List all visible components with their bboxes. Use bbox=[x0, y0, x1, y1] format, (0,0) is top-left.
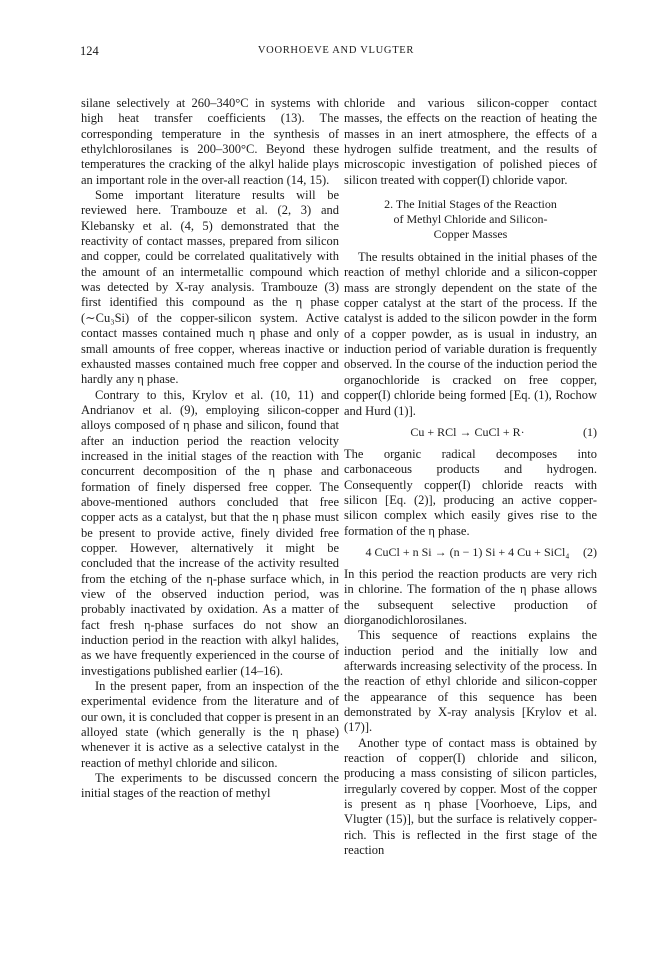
paragraph: This sequence of reactions explains the induction period and the initially low and afterwards increasing selectivity of the process. In the reaction of ethyl chloride and silicon-copper the appearance of this sequence has been demonstrated by X-ray analysis [Krylov et al. (17)]. bbox=[344, 628, 597, 735]
section-heading bbox=[344, 197, 597, 242]
page-header bbox=[80, 44, 592, 62]
equation-expression: Cu + RCl → CuCl + R· bbox=[410, 424, 525, 439]
equation-2 bbox=[344, 545, 597, 560]
equation-expression: 4 CuCl + n Si → (n − 1) Si + 4 Cu + SiCl₄ bbox=[365, 544, 570, 559]
page-number: 124 bbox=[80, 44, 99, 58]
paragraph: silane selectively at 260–340°C in systems with high heat transfer coefficients (13). The corresponding temperature in the synthesis of ethylchlorosilanes is 200–300°C. Beyond these temperatures the cracking of the alkyl halide plays an important role in the over-all reaction (14, 15). bbox=[81, 96, 339, 187]
paragraph: chloride and various silicon-copper contact masses, the effects on the reaction of heating the masses in an inert atmosphere, the effects of a hydrogen sulfide treatment, and the results of microscopic investigation of polished pieces of silicon treated with copper(I) chloride vapor. bbox=[344, 96, 597, 187]
paragraph: Some important literature results will be reviewed here. Trambouze et al. (2, 3) and Klebansky et al. (4, 5) demonstrated that the reactivity of contact masses, prepared from silicon and copper, could be correlated qualitatively with the amount of an intermetallic compound which was detected by X-ray analysis. Trambouze (3) first identified this compound as the η phase (∼Cu₃Si) of the copper-silicon system. Active contact masses contained much η phase and only small amounts of free copper, whereas inactive or exhausted masses contained much free copper and hardly any η phase. bbox=[81, 188, 339, 387]
running-head: VOORHOEVE AND VLUGTER bbox=[257, 45, 415, 56]
equation-number: (1) bbox=[583, 424, 597, 439]
equation-number: (2) bbox=[583, 544, 597, 559]
paragraph: Contrary to this, Krylov et al. (10, 11) and Andrianov et al. (9), employing silicon-copper alloys composed of η phase and silicon, found that after an induction period the reaction velocity increased in the initial stages of the reaction with concurrent decomposition of the η phase and formation of finely dispersed free copper. The above-mentioned authors concluded that free copper acts as a catalyst, but that the η phase must be present to provide active, finely divided free copper. However, alternatively it might be concluded that the increase of the activity resulted from the etching of the η-phase surface which, in view of the observed induction period, was probably inactivated by oxidation. As a matter of fact fresh η-phase surfaces do not show an induction period in the reaction with alkyl halides, as we have frequently experienced in the course of investigations published earlier (14–16). bbox=[81, 387, 339, 678]
section-heading-line: Copper Masses bbox=[433, 227, 508, 242]
equation-1 bbox=[344, 425, 597, 440]
left-column bbox=[81, 96, 339, 802]
paragraph: In this period the reaction products are very rich in chlorine. The formation of the η phase allows the subsequent selective production of diorganodichlorosilanes. bbox=[344, 566, 597, 627]
paragraph: Another type of contact mass is obtained by reaction of copper(I) chloride and silicon, producing a mass consisting of silicon particles, irregularly covered by copper. Most of the copper is present as η phase [Voorhoeve, Lips, and Vlugter (15)], but the surface is relatively copper-rich. This is reflected in the first stage of the reaction bbox=[344, 735, 597, 858]
paragraph: The experiments to be discussed concern the initial stages of the reaction of methyl bbox=[81, 771, 339, 801]
right-column bbox=[344, 96, 597, 858]
paragraph: The results obtained in the initial phases of the reaction of methyl chloride and a silicon-copper mass are strongly dependent on the state of the copper catalyst at the start of the process. If the catalyst is added to the silicon powder in the form of a copper powder, as is usual in industry, an induction period of variable duration is frequently observed. In the course of the induction period the organochloride is cracked on free copper, copper(I) chloride being formed [Eq. (1), Rochow and Hurd (1)]. bbox=[344, 250, 597, 418]
section-heading-line: 2. The Initial Stages of the Reaction bbox=[384, 197, 557, 212]
paragraph: In the present paper, from an inspection of the experimental evidence from the literature and of our own, it is concluded that copper is present in an alloyed state (which generally is the η phase) whenever it is active as a selective catalyst in the reaction of methyl chloride and silicon. bbox=[81, 679, 339, 770]
paragraph: The organic radical decomposes into carbonaceous products and hydrogen. Consequently copper(I) chloride reacts with silicon [Eq. (2)], producing an active copper-silicon complex which easily gives rise to the formation of the η phase. bbox=[344, 446, 597, 538]
section-heading-line: of Methyl Chloride and Silicon- bbox=[393, 212, 548, 227]
